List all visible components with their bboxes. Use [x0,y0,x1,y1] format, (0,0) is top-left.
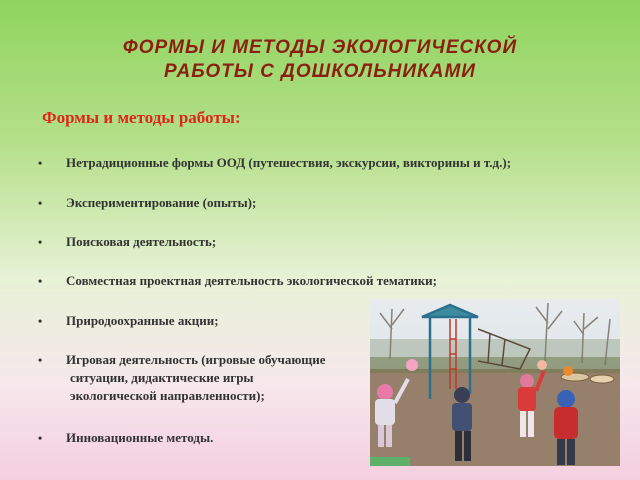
title-line-2: РАБОТЫ С ДОШКОЛЬНИКАМИ [164,61,476,82]
bullet-icon: • [38,431,43,445]
bullet-icon: • [38,156,43,170]
bullet-icon: • [38,196,43,210]
bullet-icon: • [38,314,43,328]
children-playground-photo [370,299,620,466]
title-line-1: ФОРМЫ И МЕТОДЫ ЭКОЛОГИЧЕСКОЙ [122,37,518,58]
list-item-text: Экспериментирование (опыты); [66,195,257,210]
photo-illustration [370,299,620,466]
list-item-text: Нетрадиционные формы ООД (путешествия, экскурсии, викторины и т.д.); [66,155,512,170]
list-item-text: Игровая деятельность (игровые обучающие [66,352,326,367]
slide-subtitle: Формы и методы работы: [42,108,241,127]
list-item-text: экологической направленности); [70,388,265,403]
list-item-text: Инновационные методы. [66,430,214,445]
list-item-text: ситуации, дидактические игры [70,370,254,385]
list-item-text: Природоохранные акции; [66,313,219,328]
bullet-icon: • [38,274,43,288]
slide-title [0,36,640,84]
list-item-text: Поисковая деятельность; [66,234,217,249]
bullet-icon: • [38,353,43,367]
bullet-icon: • [38,235,43,249]
list-item-text: Совместная проектная деятельность экологической тематики; [66,273,438,288]
